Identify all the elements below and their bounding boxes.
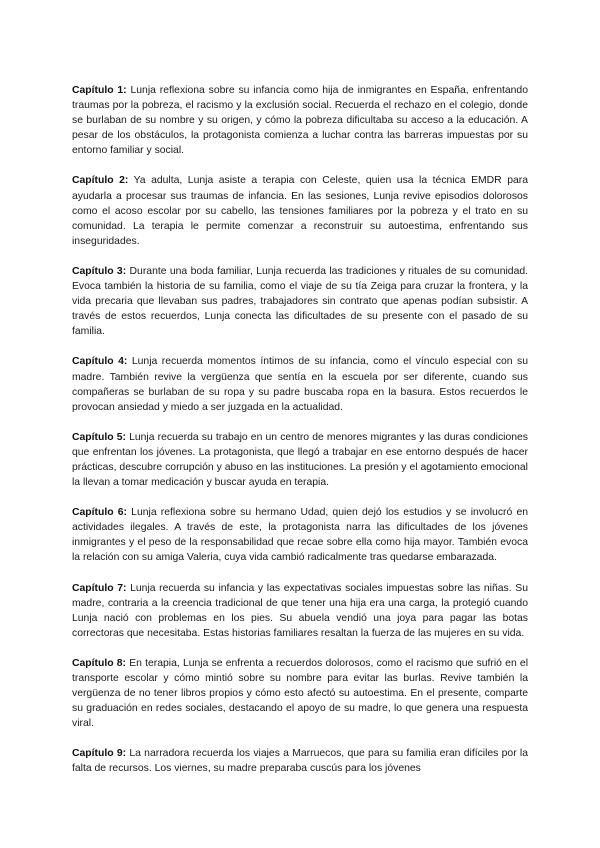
chapter-9-label: Capítulo 9: xyxy=(72,748,127,760)
chapter-8-text: En terapia, Lunja se enfrenta a recuerdos dolorosos, como el racismo que sufrió en el transporte escolar y cómo mintió sobre su nombre para evitar las burlas. Revive también la vergüenza de no tener libros propios y cómo esto afectó su autoestima. En el presente, comparte su graduación en redes sociales, destacando el apoyo de su madre, lo que genera una respuesta viral. xyxy=(72,657,528,730)
chapter-3-label: Capítulo 3: xyxy=(72,265,127,277)
chapter-7-text: Lunja recuerda su infancia y las expectativas sociales impuestas sobre las niñas. Su madre, contraria a la creencia tradicional de que tener una hija era una carga, la protegió cuando Lunja nació con problemas en los pies. Su abuela vendió una joya para pagar las botas correctoras que necesitaba. Estas historias familiares resaltan la fuerza de las mujeres en su vida. xyxy=(72,582,528,639)
chapter-5-paragraph xyxy=(72,430,528,490)
chapter-9-text: La narradora recuerda los viajes a Marruecos, que para su familia eran difíciles por la falta de recursos. Los viernes, su madre preparaba cuscús para los jóvenes xyxy=(72,748,529,775)
chapter-6-paragraph xyxy=(72,505,528,565)
chapter-7-label: Capítulo 7: xyxy=(72,582,127,594)
chapter-3-text: Durante una boda familiar, Lunja recuerda las tradiciones y rituales de su comunidad. Evoca también la historia de su familia, como el viaje de su tía Zeiga para cruzar la frontera, y la vida precaria que llevaban sus padres, trabajadores sin contrato que apenas podían subsistir. A través de estos recuerdos, Lunja conecta las dificultades de su presente con el pasado de su familia. xyxy=(72,265,529,338)
chapter-6-text: Lunja reflexiona sobre su hermano Udad, quien dejó los estudios y se involucró en actividades ilegales. A través de este, la protagonista narra las dificultades de los jóvenes inmigrantes y el peso de la responsabilidad que recae sobre ella como hija mayor. También evoca la relación con su amiga Valeria, cuya vida cambió radicalmente tras quedarse embarazada. xyxy=(72,507,529,564)
chapter-8-label: Capítulo 8: xyxy=(72,657,126,669)
document-body xyxy=(72,83,528,792)
chapter-5-label: Capítulo 5: xyxy=(72,431,126,443)
chapter-1-label: Capítulo 1: xyxy=(72,85,127,96)
chapter-1-text: Lunja reflexiona sobre su infancia como hija de inmigrantes en España, enfrentando traumas por la pobreza, el racismo y la exclusión social. Recuerda el rechazo en el colegio, donde se burlaban de su nombre y su origen, y cómo la pobreza dificultaba su acceso a la educación. A pesar de los obstáculos, la protagonista comienza a luchar contra las barreras impuestas por su entorno familiar y social. xyxy=(72,85,528,157)
chapter-2-paragraph xyxy=(72,173,528,248)
chapter-6-label: Capítulo 6: xyxy=(72,507,127,519)
chapter-4-paragraph xyxy=(72,354,528,414)
chapter-4-text: Lunja recuerda momentos íntimos de su infancia, como el vínculo especial con su madre. También revive la vergüenza que sentía en la escuela por ser diferente, cuando sus compañeras se burlaban de su ropa y su padre buscaba ropa en la basura. Estos recuerdos le provocan ansiedad y miedo a ser juzgada en la actualidad. xyxy=(72,356,529,413)
chapter-1-paragraph xyxy=(72,83,528,158)
chapter-5-text: Lunja recuerda su trabajo en un centro de menores migrantes y las duras condiciones que enfrentan los jóvenes. La protagonista, que llegó a trabajar en ese entorno después de hacer prácticas, descubre corrupción y abuso en las instituciones. La presión y el agotamiento emocional la llevan a tomar medicación y buscar ayuda en terapia. xyxy=(72,431,528,489)
chapter-7-paragraph xyxy=(72,581,528,641)
chapter-9-paragraph xyxy=(72,746,528,776)
chapter-4-label: Capítulo 4: xyxy=(72,356,128,368)
chapter-3-paragraph xyxy=(72,264,528,339)
chapter-8-paragraph xyxy=(72,656,528,731)
chapter-2-label: Capítulo 2: xyxy=(72,175,129,187)
chapter-2-text: Ya adulta, Lunja asiste a terapia con Celeste, quien usa la técnica EMDR para ayudarla a procesar sus traumas de infancia. En las sesiones, Lunja revive episodios dolorosos como el acoso escolar por su cabello, las tensiones familiares por la pobreza y el trato en su comunidad. La terapia le permite comenzar a reconstruir su autoestima, enfrentando sus inseguridades. xyxy=(72,175,528,247)
